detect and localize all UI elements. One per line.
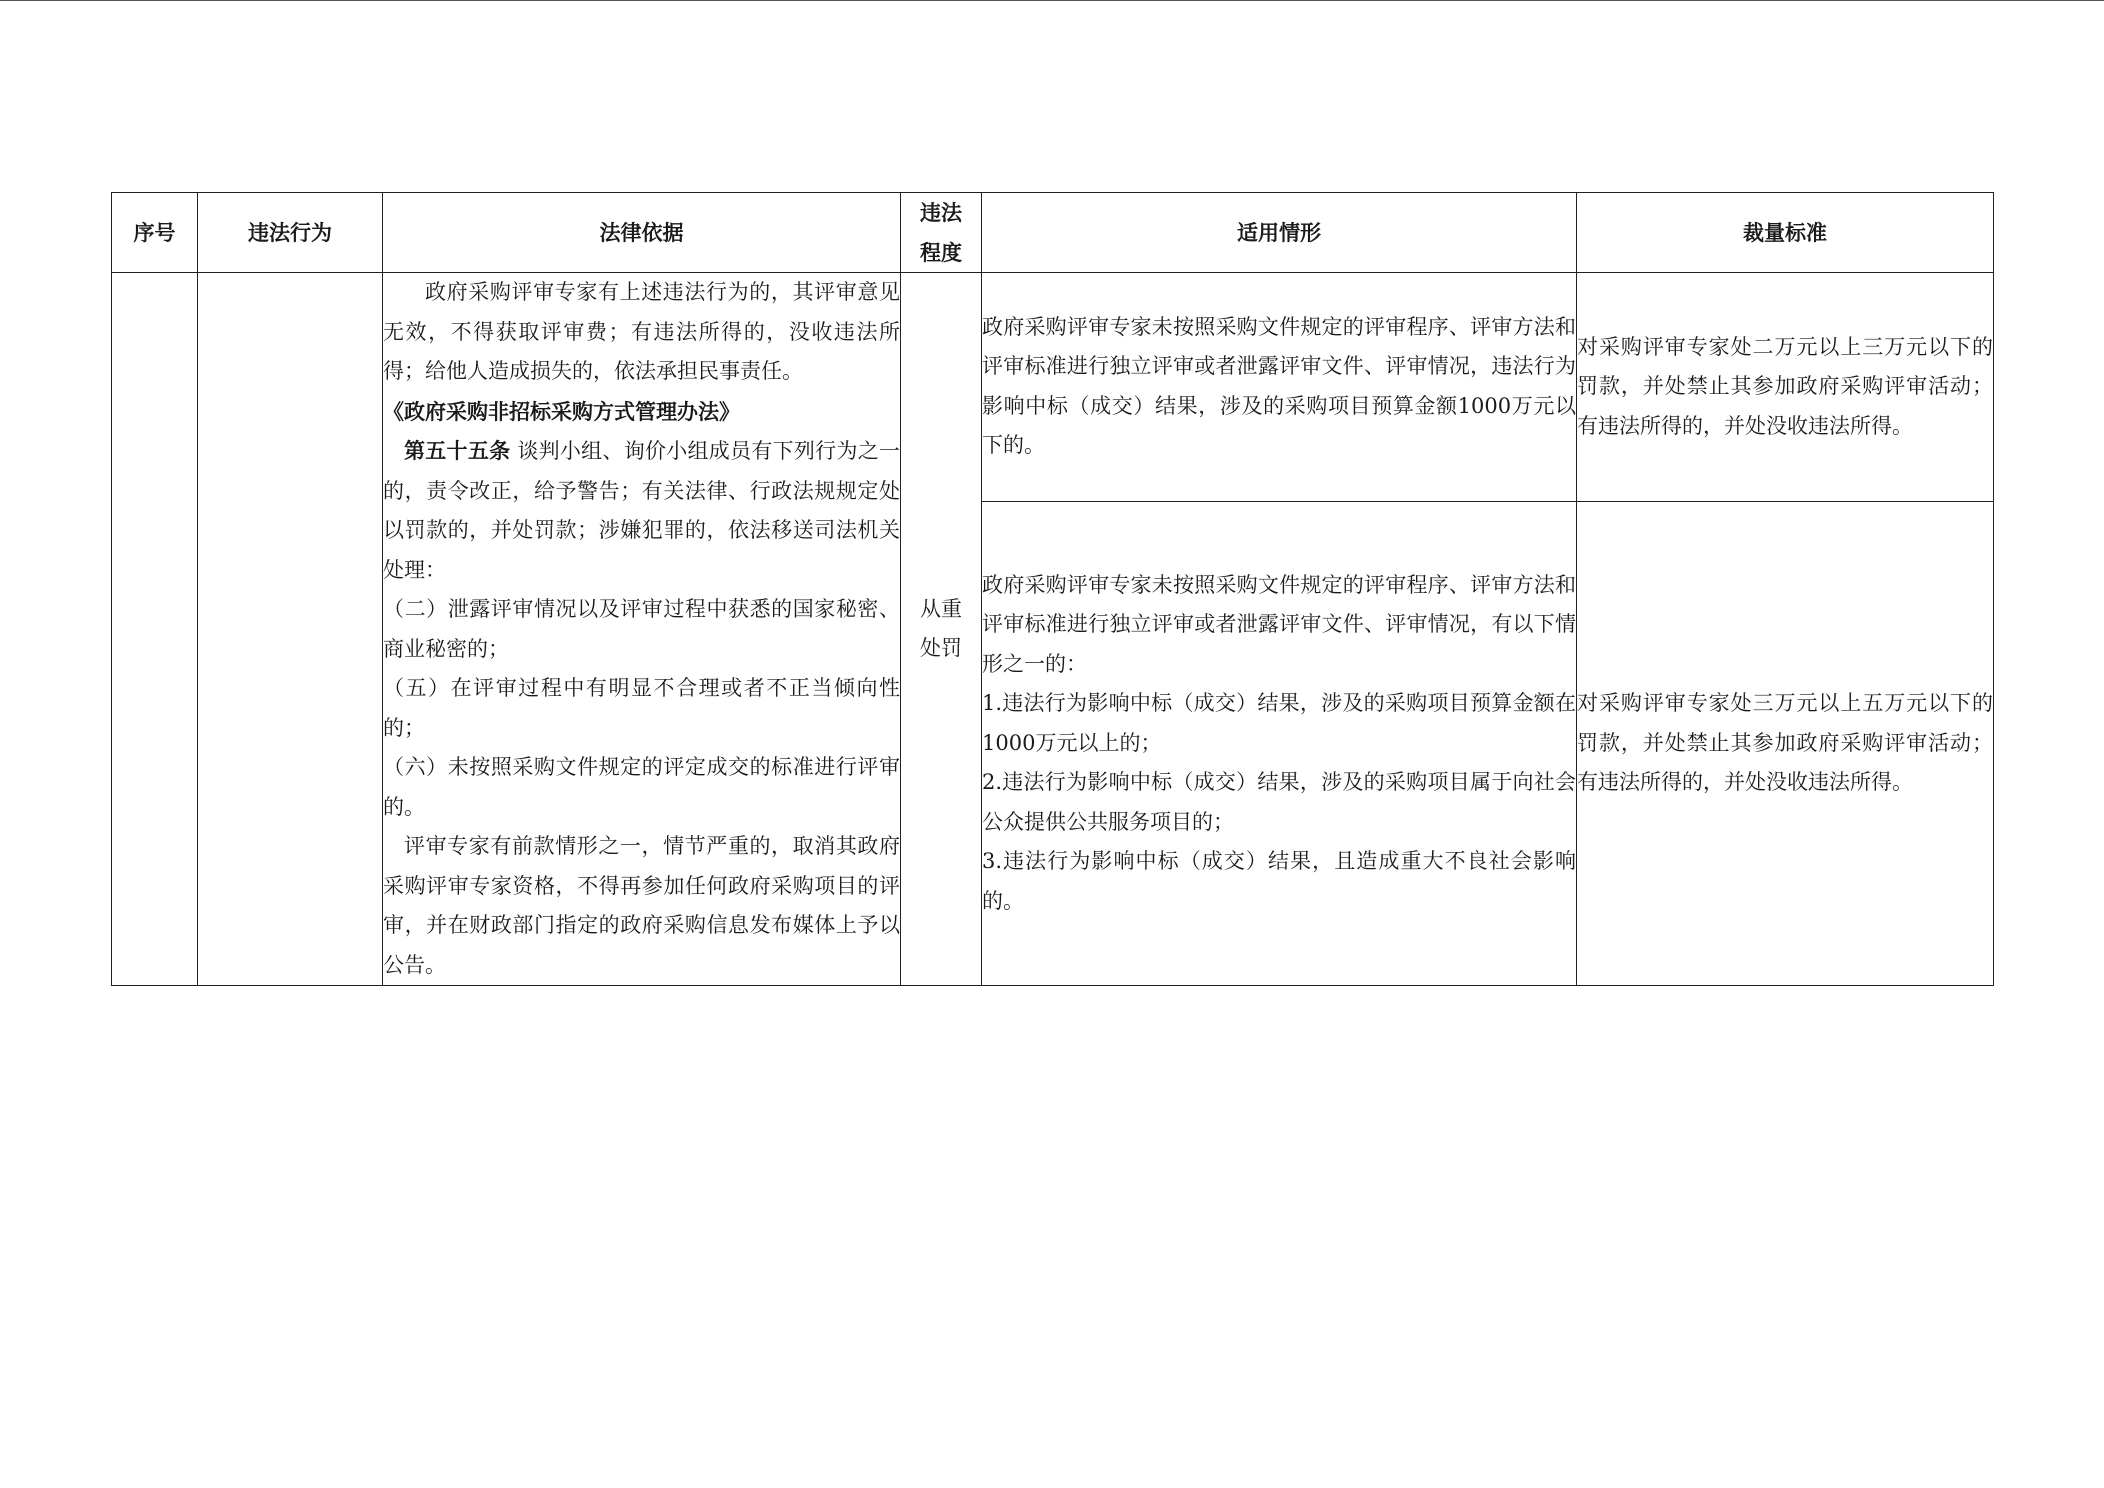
- header-seq: 序号: [112, 193, 198, 273]
- article-paragraph: [383, 431, 900, 590]
- basis-paragraph: 政府采购评审专家有上述违法行为的，其评审意见无效，不得获取评审费；有违法所得的，没收违法所得；给他人造成损失的，依法承担民事责任。: [383, 280, 900, 383]
- standard-text: 对采购评审专家处三万元以上五万元以下的罚款，并处禁止其参加政府采购评审活动；有违法所得的，并处没收违法所得。: [1577, 691, 1993, 795]
- cell-violation: [198, 273, 383, 986]
- header-standard: 裁量标准: [1577, 193, 1994, 273]
- article-text: 谈判小组、询价小组成员有下列行为之一的，责令改正，给予警告；有关法律、行政法规规定处以罚款的，并处罚款；涉嫌犯罪的，依法移送司法机关处理：: [383, 439, 900, 582]
- table-row: [112, 273, 1994, 502]
- situation-text: 政府采购评审专家未按照采购文件规定的评审程序、评审方法和评审标准进行独立评审或者泄露评审文件、评审情况，违法行为影响中标（成交）结果，涉及的采购项目预算金额1000万元以下的。: [982, 314, 1576, 458]
- situation-item: 2.违法行为影响中标（成交）结果，涉及的采购项目属于向社会公众提供公共服务项目的；: [982, 770, 1576, 834]
- cell-seq: [112, 273, 198, 986]
- basis-item: （五）在评审过程中有明显不合理或者不正当倾向性的；: [383, 676, 900, 740]
- header-legal-basis: 法律依据: [383, 193, 901, 273]
- basis-paragraph: 评审专家有前款情形之一，情节严重的，取消其政府采购评审专家资格，不得再参加任何政府采购项目的评审，并在财政部门指定的政府采购信息发布媒体上予以公告。: [383, 834, 900, 977]
- header-degree-text: 违法程度: [920, 200, 962, 265]
- article-label: 第五十五条: [404, 438, 511, 463]
- header-violation: 违法行为: [198, 193, 383, 273]
- cell-situation: [982, 273, 1577, 502]
- header-situation: 适用情形: [982, 193, 1577, 273]
- cell-standard: [1577, 273, 1994, 502]
- situation-item: 3.违法行为影响中标（成交）结果，且造成重大不良社会影响的。: [982, 849, 1576, 913]
- cell-situation: [982, 501, 1577, 985]
- standard-text: 对采购评审专家处二万元以上三万元以下的罚款，并处禁止其参加政府采购评审活动；有违法所得的，并处没收违法所得。: [1577, 334, 1993, 438]
- header-degree: [901, 193, 982, 273]
- cell-standard: [1577, 501, 1994, 985]
- situation-text: 政府采购评审专家未按照采购文件规定的评审程序、评审方法和评审标准进行独立评审或者泄露评审文件、评审情况，有以下情形之一的：: [982, 572, 1576, 676]
- situation-item: 1.违法行为影响中标（成交）结果，涉及的采购项目预算金额在1000万元以上的；: [982, 691, 1576, 755]
- table-header-row: [112, 193, 1994, 273]
- penalty-standard-table: [111, 192, 1994, 986]
- degree-text: 从重处罚: [920, 596, 962, 660]
- page-top-rule: [0, 0, 2104, 1]
- cell-degree: [901, 273, 982, 986]
- regulation-title: 《政府采购非招标采购方式管理办法》: [383, 398, 740, 424]
- cell-legal-basis: [383, 273, 901, 986]
- basis-item: （六）未按照采购文件规定的评定成交的标准进行评审的。: [383, 755, 900, 819]
- basis-item: （二）泄露评审情况以及评审过程中获悉的国家秘密、商业秘密的；: [383, 597, 900, 661]
